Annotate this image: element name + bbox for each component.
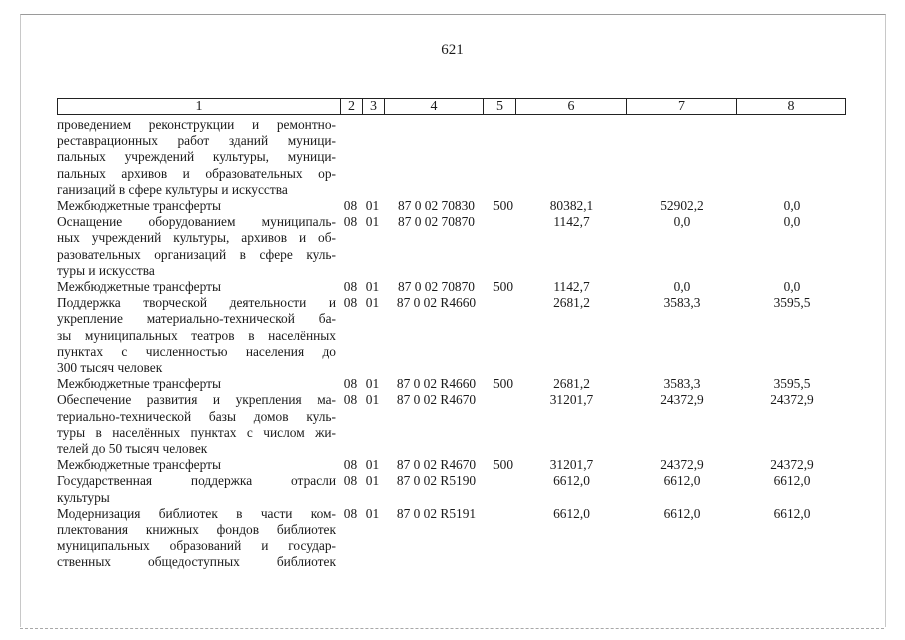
row-section: 08 <box>343 392 358 408</box>
row-description <box>57 376 336 392</box>
row-value-col7: 0,0 <box>673 279 691 295</box>
page-number: 621 <box>441 42 464 58</box>
row-description <box>57 214 336 279</box>
description-line: проведением реконструкции и ремонтно- <box>57 117 336 132</box>
row-value-col8: 6612,0 <box>773 473 811 489</box>
row-subsection: 01 <box>365 279 380 295</box>
row-value-col7 <box>626 117 738 198</box>
row-subsection: 01 <box>365 376 380 392</box>
row-target-code <box>384 117 489 198</box>
row-expense-type: 500 <box>492 457 514 473</box>
row-value-col7: 3583,3 <box>663 376 701 392</box>
description-line: Оснащение оборудованием муниципаль- <box>57 214 336 230</box>
description-line: туры и искусства <box>57 262 155 278</box>
description-line: 300 тысяч человек <box>57 360 163 376</box>
row-value-col8: 6612,0 <box>773 505 811 521</box>
header-col-3: 3 <box>363 99 385 114</box>
row-expense-type: 500 <box>492 279 514 295</box>
row-expense-type <box>489 295 517 376</box>
row-value-col6: 6612,0 <box>553 505 590 521</box>
row-subsection: 01 <box>365 198 380 214</box>
row-subsection: 01 <box>365 457 380 473</box>
row-value-col7: 0,0 <box>673 214 691 230</box>
row-description <box>57 198 336 214</box>
row-value-col8 <box>738 117 846 198</box>
row-value-col6: 31201,7 <box>549 392 594 408</box>
row-subsection: 01 <box>365 505 380 521</box>
description-line: зы муниципальных театров в населённых <box>57 327 336 343</box>
description-line: ганизаций в сфере культуры и искусства <box>57 181 288 197</box>
description-line: Модернизация библиотек в части ком- <box>57 505 336 521</box>
row-value-col8: 3595,5 <box>773 295 811 311</box>
table-row <box>57 473 846 505</box>
row-section: 08 <box>343 279 358 295</box>
row-value-col8: 0,0 <box>783 198 801 214</box>
row-value-col7: 6612,0 <box>663 473 701 489</box>
description-line: Межбюджетные трансферты <box>57 457 221 473</box>
page-bottom-edge <box>20 628 884 629</box>
description-line: укрепление материально-технической ба- <box>57 311 336 327</box>
row-subsection <box>361 117 384 198</box>
description-line: разовательных организаций в сфере куль- <box>57 246 336 262</box>
row-section: 08 <box>343 473 358 489</box>
row-section <box>336 117 361 198</box>
description-line: Межбюджетные трансферты <box>57 198 221 214</box>
header-col-2: 2 <box>341 99 363 114</box>
table-header <box>57 98 846 115</box>
row-section: 08 <box>343 505 358 521</box>
row-target-code: 87 0 02 R4670 <box>396 392 477 408</box>
row-subsection: 01 <box>365 214 380 230</box>
row-target-code: 87 0 02 70830 <box>398 198 475 214</box>
description-line: культуры <box>57 489 110 505</box>
row-description <box>57 473 336 505</box>
description-line: Обеспечение развития и укрепления ма- <box>57 392 336 408</box>
description-line: телей до 50 тысяч человек <box>57 441 208 457</box>
row-section: 08 <box>343 214 358 230</box>
row-value-col6 <box>517 117 626 198</box>
description-line: Поддержка творческой деятельности и <box>57 295 336 311</box>
row-section: 08 <box>343 376 358 392</box>
row-value-col6: 80382,1 <box>549 198 594 214</box>
table-row <box>57 198 846 214</box>
row-value-col8: 0,0 <box>783 214 801 230</box>
row-subsection: 01 <box>365 295 380 311</box>
description-line: пальных архивов и образовательных ор- <box>57 165 336 181</box>
description-line: плектования книжных фондов библиотек <box>57 522 336 538</box>
row-subsection: 01 <box>365 473 380 489</box>
description-line: ственных общедоступных библиотек <box>57 554 336 570</box>
row-expense-type <box>489 214 517 279</box>
row-value-col6: 1142,7 <box>553 279 590 295</box>
row-value-col6: 1142,7 <box>553 214 590 230</box>
row-description <box>57 392 336 457</box>
row-target-code: 87 0 02 R4670 <box>396 457 477 473</box>
row-target-code: 87 0 02 R5190 <box>396 473 477 489</box>
description-line: Межбюджетные трансферты <box>57 376 221 392</box>
row-value-col8: 24372,9 <box>770 392 814 408</box>
description-line: пунктах с численностью населения до <box>57 343 336 359</box>
description-line: туры в населённых пунктах с числом жи- <box>57 424 336 440</box>
table-row <box>57 376 846 392</box>
row-expense-type <box>489 473 517 505</box>
row-value-col6: 2681,2 <box>553 295 590 311</box>
row-description <box>57 506 336 571</box>
description-line: Государственная поддержка отрасли <box>57 473 336 489</box>
row-target-code: 87 0 02 70870 <box>398 279 475 295</box>
row-description <box>57 295 336 376</box>
header-col-1: 1 <box>58 99 341 114</box>
table-row <box>57 457 846 473</box>
description-line: муниципальных образований и государ- <box>57 538 336 554</box>
row-value-col7: 52902,2 <box>660 198 704 214</box>
row-value-col7: 24372,9 <box>660 392 704 408</box>
row-expense-type <box>489 392 517 457</box>
header-col-5: 5 <box>484 99 516 114</box>
description-line: териально-технической базы домов куль- <box>57 408 336 424</box>
row-target-code: 87 0 02 R4660 <box>396 376 477 392</box>
table-row <box>57 279 846 295</box>
row-description <box>57 117 336 198</box>
header-col-8: 8 <box>787 99 795 114</box>
header-col-4: 4 <box>385 99 484 114</box>
row-expense-type: 500 <box>492 376 514 392</box>
row-section: 08 <box>343 295 358 311</box>
row-value-col6: 31201,7 <box>549 457 594 473</box>
row-subsection: 01 <box>365 392 380 408</box>
row-section: 08 <box>343 457 358 473</box>
row-value-col6: 6612,0 <box>553 473 590 489</box>
header-col-6: 6 <box>516 99 627 114</box>
table-body <box>57 117 846 571</box>
row-target-code: 87 0 02 70870 <box>398 214 475 230</box>
row-expense-type: 500 <box>492 198 514 214</box>
row-target-code: 87 0 02 R5191 <box>396 505 477 521</box>
row-value-col8: 24372,9 <box>770 457 814 473</box>
row-expense-type <box>489 117 517 198</box>
table-row <box>57 117 846 198</box>
row-description <box>57 457 336 473</box>
row-expense-type <box>489 506 517 571</box>
table-row <box>57 295 846 376</box>
row-value-col7: 3583,3 <box>663 295 701 311</box>
description-line: реставрационных работ зданий муници- <box>57 133 336 149</box>
description-line: пальных учреждений культуры, муници- <box>57 149 336 165</box>
row-description <box>57 279 336 295</box>
row-target-code: 87 0 02 R4660 <box>396 295 477 311</box>
table-row <box>57 214 846 279</box>
table-row <box>57 392 846 457</box>
description-line: Межбюджетные трансферты <box>57 279 221 295</box>
header-col-7: 7 <box>627 99 737 114</box>
row-value-col8: 0,0 <box>783 279 801 295</box>
table-row <box>57 506 846 571</box>
row-value-col7: 6612,0 <box>663 505 701 521</box>
row-value-col6: 2681,2 <box>553 376 590 392</box>
description-line: ных учреждений культуры, архивов и об- <box>57 230 336 246</box>
row-value-col7: 24372,9 <box>660 457 704 473</box>
row-value-col8: 3595,5 <box>773 376 811 392</box>
row-section: 08 <box>343 198 358 214</box>
